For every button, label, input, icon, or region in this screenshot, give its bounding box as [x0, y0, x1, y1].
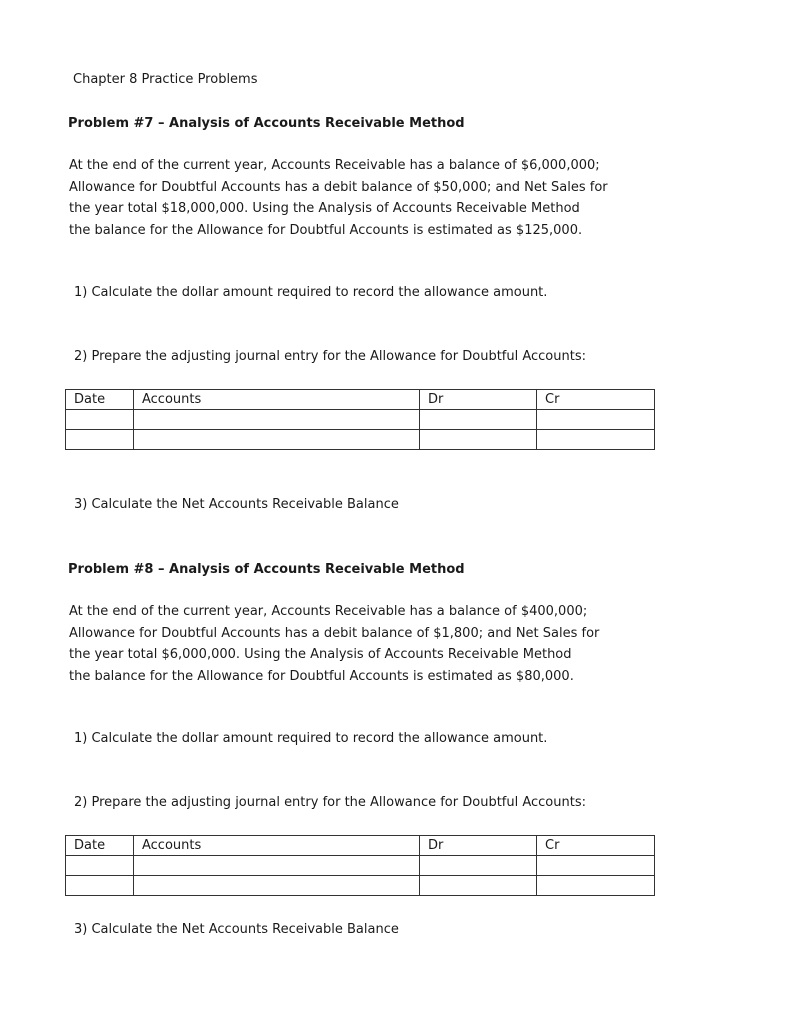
paragraph-line: Allowance for Doubtful Accounts has a debit balance of $1,800; and Net Sales for — [69, 625, 600, 641]
table-row — [66, 430, 655, 450]
cr-cell[interactable] — [537, 410, 655, 430]
question-3: 3) Calculate the Net Accounts Receivable Balance — [74, 497, 399, 512]
dr-header: Dr — [420, 836, 537, 856]
accounts-header: Accounts — [134, 836, 420, 856]
table-header-row — [66, 390, 655, 410]
date-cell[interactable] — [66, 856, 134, 876]
paragraph-line: the balance for the Allowance for Doubtful Accounts is estimated as $125,000. — [69, 222, 583, 238]
cr-cell[interactable] — [537, 876, 655, 896]
cr-header: Cr — [537, 390, 655, 410]
paragraph-line: Allowance for Doubtful Accounts has a debit balance of $50,000; and Net Sales for — [69, 179, 608, 195]
paragraph-line: At the end of the current year, Accounts Receivable has a balance of $6,000,000; — [69, 158, 600, 173]
dr-header: Dr — [420, 390, 537, 410]
accounts-cell[interactable] — [134, 430, 420, 450]
cr-cell[interactable] — [537, 856, 655, 876]
paragraph-line: the year total $6,000,000. Using the Analysis of Accounts Receivable Method — [69, 647, 572, 662]
journal-entry-table — [65, 835, 655, 896]
question-2: 2) Prepare the adjusting journal entry for the Allowance for Doubtful Accounts: — [74, 795, 586, 810]
question-3: 3) Calculate the Net Accounts Receivable Balance — [74, 922, 399, 937]
cr-cell[interactable] — [537, 430, 655, 450]
table-row — [66, 410, 655, 430]
question-1: 1) Calculate the dollar amount required to record the allowance amount. — [74, 731, 548, 746]
accounts-header: Accounts — [134, 390, 420, 410]
date-header: Date — [66, 390, 134, 410]
journal-entry-table — [65, 389, 655, 450]
date-header: Date — [66, 836, 134, 856]
accounts-cell[interactable] — [134, 856, 420, 876]
paragraph-line: the year total $18,000,000. Using the Analysis of Accounts Receivable Method — [69, 201, 580, 216]
paragraph-line: At the end of the current year, Accounts Receivable has a balance of $400,000; — [69, 604, 588, 619]
dr-cell[interactable] — [420, 856, 537, 876]
dr-cell[interactable] — [420, 410, 537, 430]
table-row — [66, 876, 655, 896]
chapter-title: Chapter 8 Practice Problems — [73, 72, 258, 87]
question-1: 1) Calculate the dollar amount required to record the allowance amount. — [74, 285, 548, 300]
problem-paragraph — [69, 601, 669, 687]
dr-cell[interactable] — [420, 876, 537, 896]
date-cell[interactable] — [66, 876, 134, 896]
table-row — [66, 856, 655, 876]
problem-title: Problem #8 – Analysis of Accounts Receivable Method — [68, 562, 465, 577]
accounts-cell[interactable] — [134, 410, 420, 430]
dr-cell[interactable] — [420, 430, 537, 450]
date-cell[interactable] — [66, 410, 134, 430]
problem-paragraph — [69, 155, 669, 241]
cr-header: Cr — [537, 836, 655, 856]
question-2: 2) Prepare the adjusting journal entry for the Allowance for Doubtful Accounts: — [74, 349, 586, 364]
paragraph-line: the balance for the Allowance for Doubtful Accounts is estimated as $80,000. — [69, 668, 574, 684]
accounts-cell[interactable] — [134, 876, 420, 896]
date-cell[interactable] — [66, 430, 134, 450]
problem-title: Problem #7 – Analysis of Accounts Receivable Method — [68, 116, 465, 131]
table-header-row — [66, 836, 655, 856]
